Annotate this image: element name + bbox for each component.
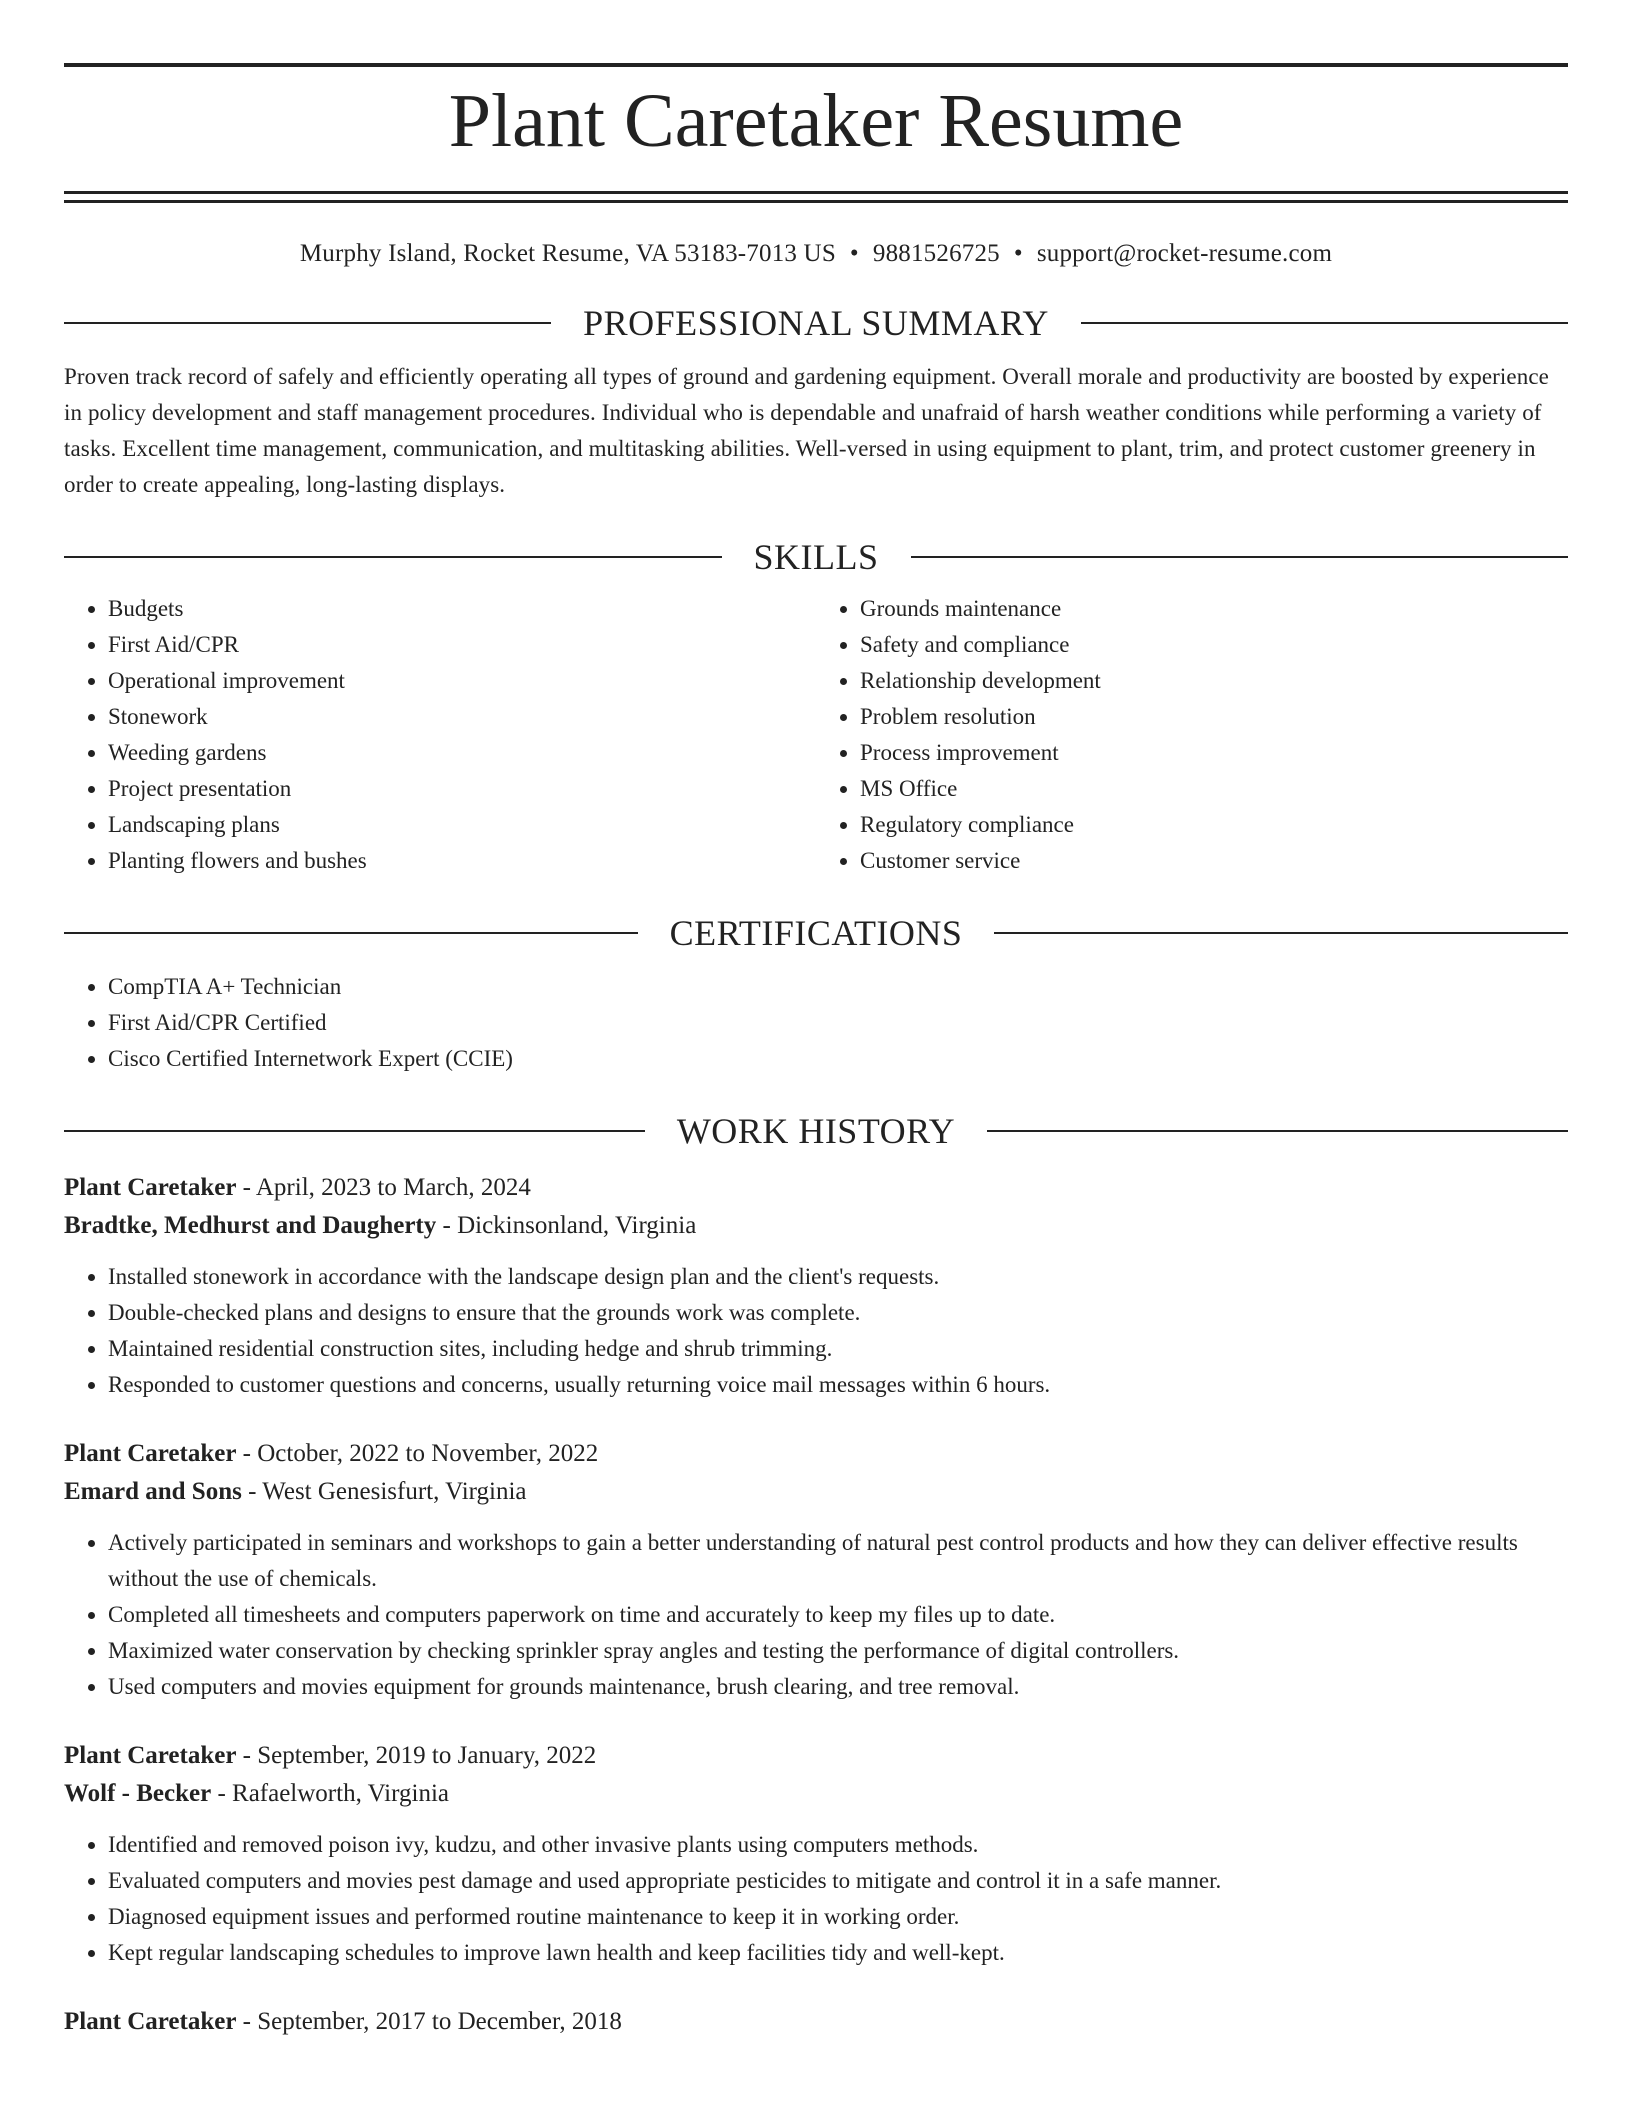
contact-separator: •: [849, 240, 859, 267]
job-title: Plant Caretaker: [64, 1174, 237, 1201]
resume-page: [64, 0, 1568, 2041]
job-bullet: • Kept regular landscaping schedules to improve lawn health and keep facilities tidy and well-kept.: [108, 1935, 1568, 1971]
job-title-line: [64, 2003, 1568, 2041]
job-bullet: • Maximized water conservation by checking sprinkler spray angles and testing the performance of digital controllers.: [108, 1633, 1568, 1669]
work-history-heading: [64, 1109, 1568, 1153]
contact-separator: •: [1013, 240, 1023, 267]
job-company: Bradtke, Medhurst and Daugherty: [64, 1212, 437, 1239]
contact-phone: 9881526725: [872, 240, 1000, 267]
job-bullet: • Actively participated in seminars and workshops to gain a better understanding of natural pest control products and how they can deliver effective results without the use of chemicals.: [108, 1525, 1568, 1597]
contact-address: Murphy Island, Rocket Resume, VA 53183-7013 US: [299, 240, 836, 267]
skill-item: • Landscaping plans: [108, 807, 816, 843]
skills-heading: [64, 535, 1568, 579]
job-title-line: [64, 1737, 1568, 1775]
certifications-heading: [64, 911, 1568, 955]
dash: -: [242, 1174, 251, 1201]
certifications-list: [64, 969, 1568, 1077]
certifications-heading-label: CERTIFICATIONS: [669, 913, 963, 953]
work-history-heading-label: WORK HISTORY: [676, 1111, 956, 1151]
job-title-line: [64, 1169, 1568, 1207]
heading-rule-right: [1081, 322, 1568, 324]
job-bullet: • Identified and removed poison ivy, kudzu, and other invasive plants using computers methods.: [108, 1827, 1568, 1863]
skill-item: • Weeding gardens: [108, 735, 816, 771]
job-location: Rafaelworth, Virginia: [232, 1780, 449, 1807]
job-bullet: • Double-checked plans and designs to ensure that the grounds work was complete.: [108, 1295, 1568, 1331]
job-dates: April, 2023 to March, 2024: [255, 1174, 531, 1201]
dash: -: [217, 1780, 226, 1807]
job-dates: September, 2017 to December, 2018: [257, 2008, 622, 2035]
title-double-rule: [64, 191, 1568, 203]
skills-heading-label: SKILLS: [753, 537, 879, 577]
certification-item: • Cisco Certified Internetwork Expert (CCIE): [108, 1041, 1568, 1077]
heading-rule-left: [64, 932, 638, 934]
job-bullet: • Diagnosed equipment issues and performed routine maintenance to keep it in working order.: [108, 1899, 1568, 1935]
skill-item: • MS Office: [860, 771, 1568, 807]
skills-left-column: [64, 591, 816, 879]
job-bullet: • Used computers and movies equipment for grounds maintenance, brush clearing, and tree removal.: [108, 1669, 1568, 1705]
skill-item: • Grounds maintenance: [860, 591, 1568, 627]
dash: -: [248, 1478, 257, 1505]
job-bullets: [64, 1525, 1568, 1705]
skill-item: • Customer service: [860, 843, 1568, 879]
skill-item: • Problem resolution: [860, 699, 1568, 735]
job-company: Emard and Sons: [64, 1478, 242, 1505]
job-location: Dickinsonland, Virginia: [457, 1212, 697, 1239]
summary-heading: [64, 301, 1568, 345]
dash: -: [242, 2008, 251, 2035]
heading-rule-right: [987, 1130, 1568, 1132]
heading-rule-right: [994, 932, 1568, 934]
job-bullet: • Maintained residential construction sites, including hedge and shrub trimming.: [108, 1331, 1568, 1367]
job-title: Plant Caretaker: [64, 2008, 237, 2035]
job-bullets: [64, 1259, 1568, 1403]
job-company: Wolf - Becker: [64, 1780, 212, 1807]
dash: -: [442, 1212, 451, 1239]
summary-text: Proven track record of safely and efficiently operating all types of ground and gardening equipment. Overall morale and productivity are boosted by experience in policy development and staff management procedures. Individual who is dependable and unafraid of harsh weather conditions while performing a variety of tasks. Excellent time management, communication, and multitasking abilities. Well-versed in using equipment to plant, trim, and protect customer greenery in order to create appealing, long-lasting displays.: [64, 364, 1549, 497]
heading-rule-left: [64, 556, 722, 558]
skill-item: • Operational improvement: [108, 663, 816, 699]
job-title: Plant Caretaker: [64, 1742, 237, 1769]
job-title-line: [64, 1435, 1568, 1473]
contact-line: [64, 239, 1568, 269]
job-bullet: • Completed all timesheets and computers paperwork on time and accurately to keep my files up to date.: [108, 1597, 1568, 1633]
job-dates: October, 2022 to November, 2022: [257, 1440, 599, 1467]
heading-rule-left: [64, 1130, 645, 1132]
job-entry: [64, 1169, 1568, 1403]
skill-item: • First Aid/CPR: [108, 627, 816, 663]
dash: -: [242, 1742, 251, 1769]
summary-heading-label: PROFESSIONAL SUMMARY: [583, 303, 1049, 343]
heading-rule-left: [64, 322, 551, 324]
skill-item: • Regulatory compliance: [860, 807, 1568, 843]
job-company-line: [64, 1207, 1568, 1245]
job-location: West Genesisfurt, Virginia: [262, 1478, 527, 1505]
job-company-line: [64, 1775, 1568, 1813]
skill-item: • Safety and compliance: [860, 627, 1568, 663]
skill-item: • Relationship development: [860, 663, 1568, 699]
job-dates: September, 2019 to January, 2022: [257, 1742, 597, 1769]
certification-item: • First Aid/CPR Certified: [108, 1005, 1568, 1041]
heading-rule-right: [911, 556, 1569, 558]
job-bullets: [64, 1827, 1568, 1971]
dash: -: [242, 1440, 251, 1467]
job-entry: [64, 2003, 1568, 2041]
skill-item: • Project presentation: [108, 771, 816, 807]
skills-right-column: [816, 591, 1568, 879]
job-bullet: • Evaluated computers and movies pest damage and used appropriate pesticides to mitigate and control it in a safe manner.: [108, 1863, 1568, 1899]
skill-item: • Budgets: [108, 591, 816, 627]
skill-item: • Process improvement: [860, 735, 1568, 771]
job-title: Plant Caretaker: [64, 1440, 237, 1467]
contact-email: support@rocket-resume.com: [1036, 240, 1333, 267]
job-entry: [64, 1737, 1568, 1971]
skill-item: • Stonework: [108, 699, 816, 735]
job-entry: [64, 1435, 1568, 1705]
certification-item: • CompTIA A+ Technician: [108, 969, 1568, 1005]
skill-item: • Planting flowers and bushes: [108, 843, 816, 879]
page-title: Plant Caretaker Resume: [448, 79, 1184, 163]
job-bullet: • Installed stonework in accordance with the landscape design plan and the client's requests.: [108, 1259, 1568, 1295]
job-company-line: [64, 1473, 1568, 1511]
skills-list: [64, 591, 1568, 879]
job-bullet: • Responded to customer questions and concerns, usually returning voice mail messages within 6 hours.: [108, 1367, 1568, 1403]
